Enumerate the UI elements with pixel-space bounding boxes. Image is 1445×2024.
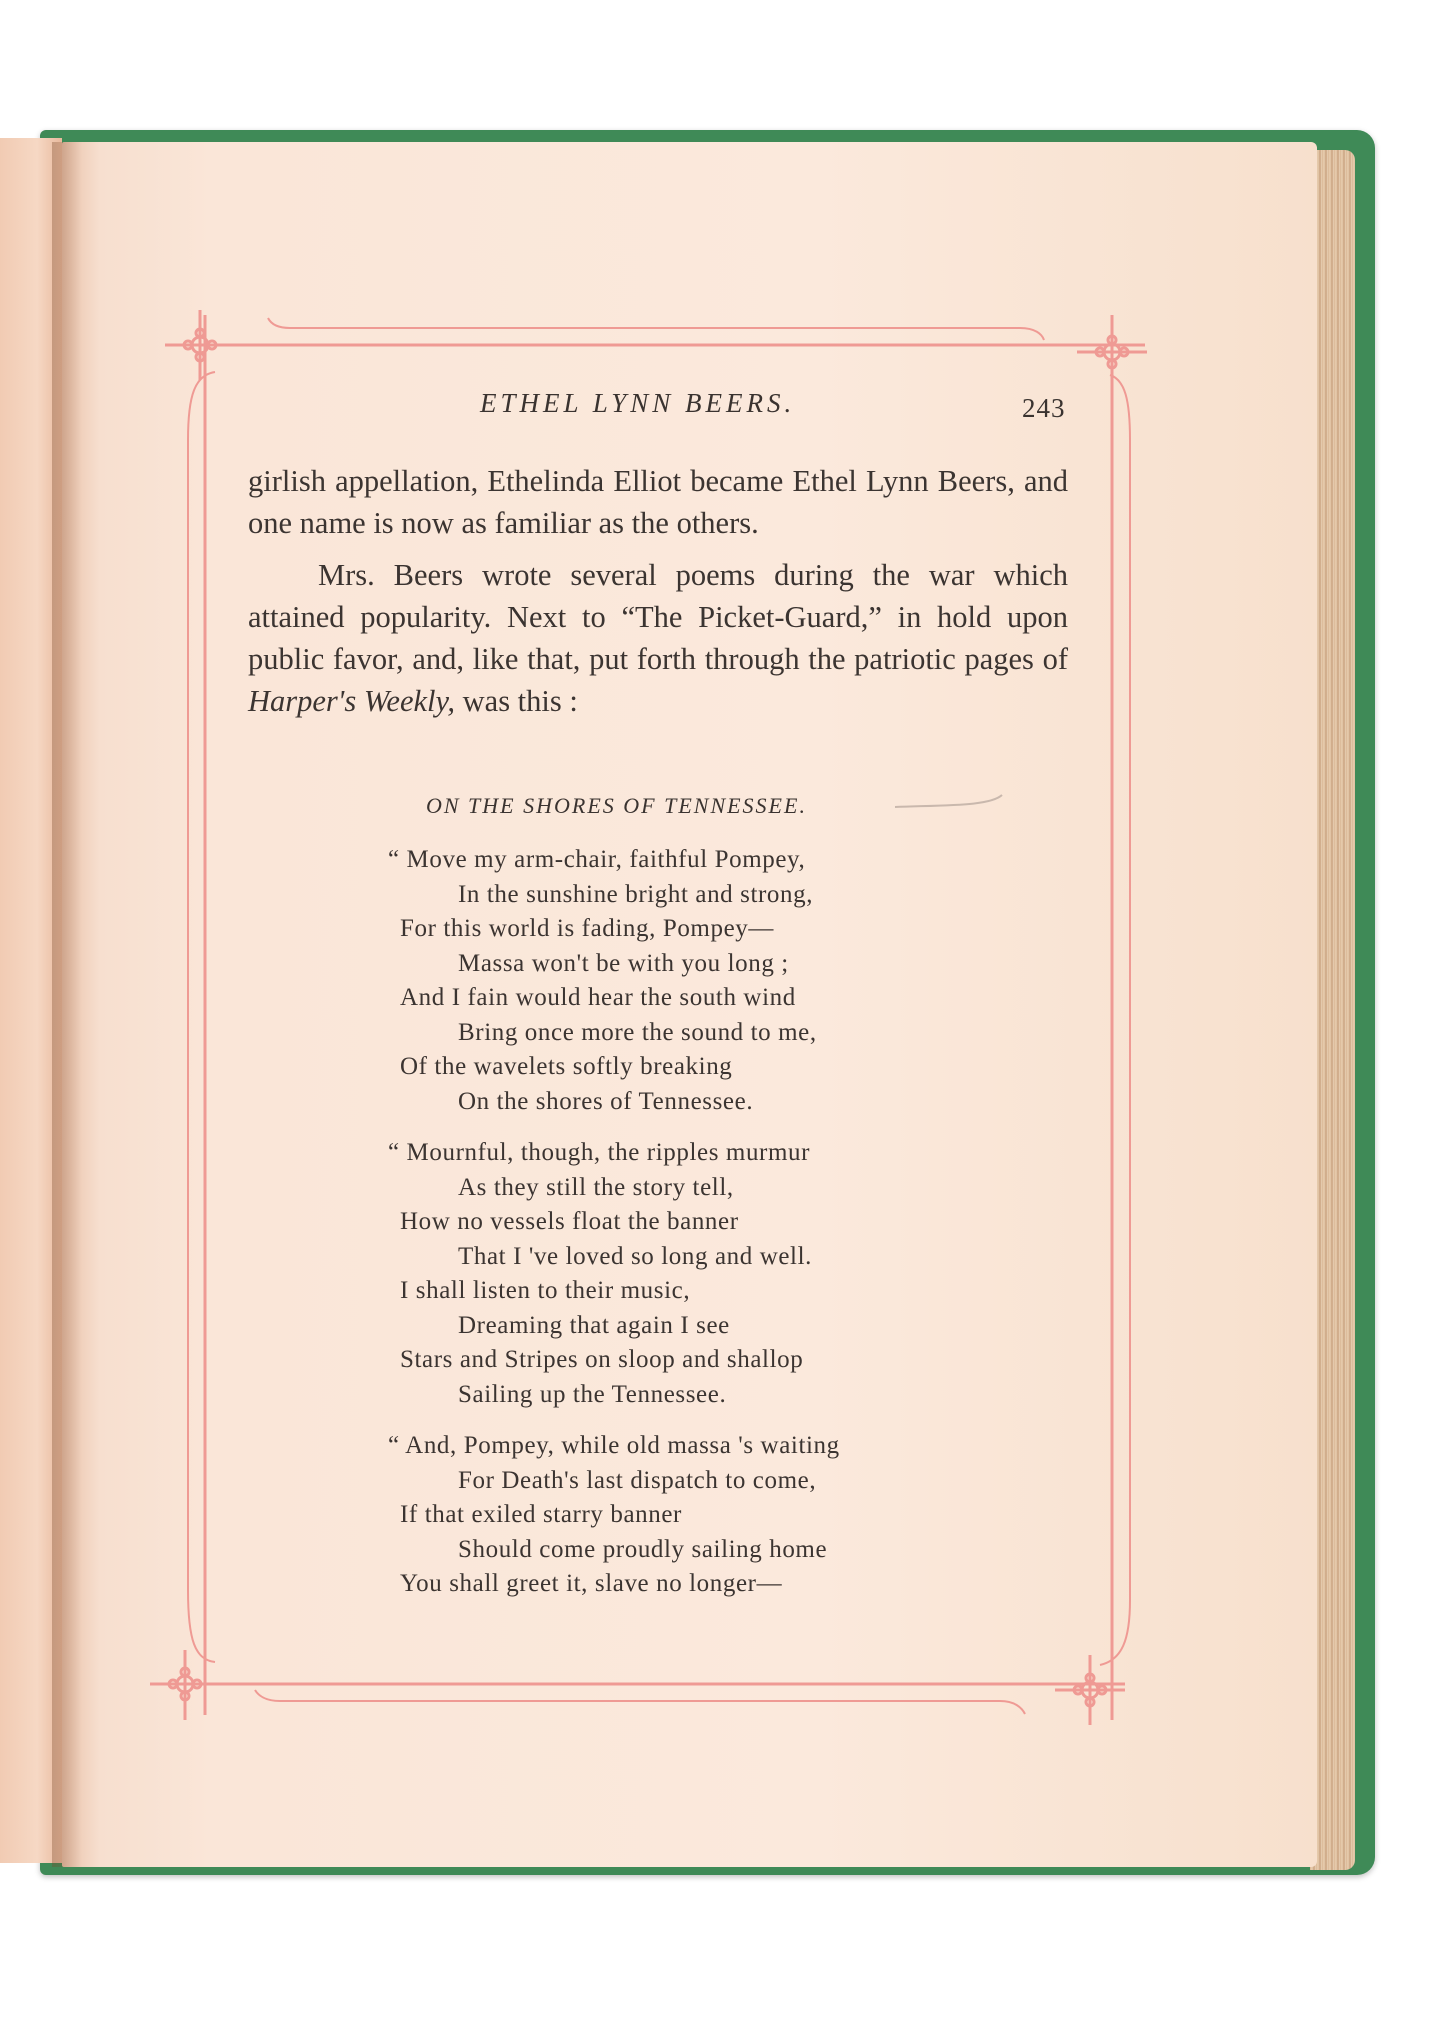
prose-paragraph-1: girlish appellation, Ethelinda Elliot became Ethel Lynn Beers, and one name is now as familiar as the others.: [248, 464, 1068, 540]
poem-line: Stars and Stripes on sloop and shallop: [400, 1346, 804, 1373]
page-number: 243: [1022, 393, 1066, 423]
poem-stanza-3: [388, 1429, 960, 1602]
poem-line: Massa won't be with you long ;: [458, 949, 789, 977]
poem-line: “ And, Pompey, while old massa 's waiting: [388, 1432, 840, 1459]
poem-title: ON THE SHORES OF TENNESSEE.: [426, 793, 807, 818]
poem-line: How no vessels float the banner: [400, 1208, 739, 1235]
poem-line: “ Move my arm-chair, faithful Pompey,: [388, 846, 806, 873]
prose-body: [248, 460, 1068, 732]
poem-line: You shall greet it, slave no longer—: [400, 1570, 783, 1597]
poem-line: If that exiled starry banner: [400, 1501, 682, 1528]
poem-line: In the sunshine bright and strong,: [458, 880, 814, 908]
poem-line: “ Mournful, though, the ripples murmur: [388, 1139, 811, 1166]
gutter-shadow: [52, 142, 82, 1867]
poem-stanza-1: [388, 843, 960, 1119]
poem-line: Sailing up the Tennessee.: [458, 1380, 727, 1408]
poem-line: For this world is fading, Pompey—: [400, 915, 774, 942]
poem-line: For Death's last dispatch to come,: [458, 1466, 817, 1494]
poem-line: Bring once more the sound to me,: [458, 1018, 817, 1046]
poem-line: Of the wavelets softly breaking: [400, 1053, 733, 1080]
poem-line: Should come proudly sailing home: [458, 1535, 828, 1563]
poem-line: I shall listen to their music,: [400, 1277, 691, 1304]
poem-line: As they still the story tell,: [458, 1173, 734, 1201]
publication-title: Harper's Weekly,: [248, 684, 455, 718]
running-head: ETHEL LYNN BEERS.: [480, 388, 796, 418]
poem-line: On the shores of Tennessee.: [458, 1087, 754, 1115]
poem-line: That I 've loved so long and well.: [458, 1242, 812, 1270]
prose-paragraph-2: Mrs. Beers wrote several poems during the war which attained popularity. Next to “The Picket-Guard,” in hold upon public favor, and, like that, put forth through the patriotic pages of Harper's Weekly, was this :: [248, 558, 1068, 718]
poem-stanza-2: [388, 1136, 960, 1412]
poem-line: Dreaming that again I see: [458, 1311, 730, 1339]
poem-line: And I fain would hear the south wind: [400, 984, 796, 1011]
